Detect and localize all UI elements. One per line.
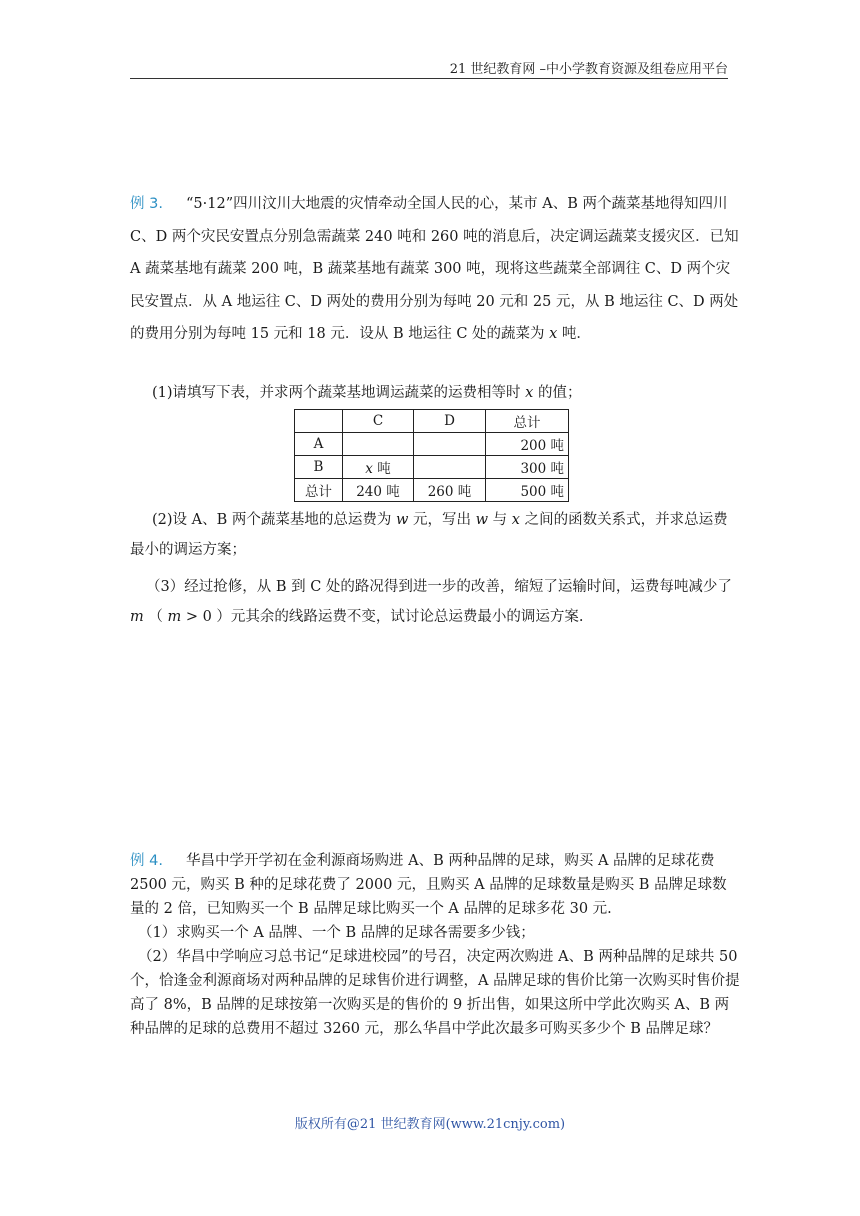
table-row xyxy=(295,456,569,479)
table-cell: x 吨 xyxy=(343,456,414,479)
example-4-question-1: （1）求购买一个 A 品牌、一个 B 品牌的足球各需要多少钱； xyxy=(138,925,535,941)
table-row xyxy=(295,433,569,456)
table-cell: B xyxy=(295,456,343,479)
table-row xyxy=(295,479,569,502)
header-rule xyxy=(130,78,728,79)
example-4-problem xyxy=(130,849,740,1041)
table-cell: 260 吨 xyxy=(414,479,486,502)
table-header-row xyxy=(295,410,569,433)
table-cell xyxy=(295,410,343,433)
table-cell: 总计 xyxy=(486,410,569,433)
example-4-question-2: （2）华昌中学响应习总书记“足球进校园”的号召，决定两次购进 A、B 两种品牌的足球共 50 个，恰逢金利源商场对两种品牌的足球售价进行调整，A 品牌足球的售价比第一次购买时售价提高了 8%，B 品牌的足球按第一次购买是的售价的 9 折出售，如果这所中学此次购买 A、B 两种品牌的足球的总费用不超过 3260 元，那么华昌中学此次最多可购买多少个 B 品牌足球？ xyxy=(130,949,740,1037)
example-3-question-1: (1)请填写下表，并求两个蔬菜基地调运蔬菜的运费相等时 x 的值； xyxy=(152,385,582,401)
freight-table xyxy=(294,409,569,502)
page-header: 21 世纪教育网 –中小学教育资源及组卷应用平台 xyxy=(449,62,728,77)
example-3-text: “5·12”四川汶川大地震的灾情牵动全国人民的心，某市 A、B 两个蔬菜基地得知四川 C、D 两个灾民安置点分别急需蔬菜 240 吨和 260 吨的消息后，决定调运蔬菜支援灾区．已知A 蔬菜基地有蔬菜 200 吨，B 蔬菜基地有蔬菜 300 吨，现将这些蔬菜全部调往 C、D 两个灾民安置点．从 A 地运往 C、D 两处的费用分别为每吨 20 元和 25 元，从 B 地运往 C、D 两处的费用分别为每吨 15 元和 18 元．设从 B 地运往 C 处的蔬菜为 x 吨． xyxy=(130,196,739,342)
example-3-question-3: （3）经过抢修，从 B 到 C 处的路况得到进一步的改善，缩短了运输时间，运费每吨减少了 m （ m > 0 ）元其余的线路运费不变，试讨论总运费最小的调运方案. xyxy=(130,579,732,625)
table-cell: C xyxy=(343,410,414,433)
table-cell xyxy=(343,433,414,456)
example-4-label: 例 4. xyxy=(130,853,163,869)
table-cell: 200 吨 xyxy=(486,433,569,456)
example-3-label: 例 3. xyxy=(130,196,163,212)
table-cell: 总计 xyxy=(295,479,343,502)
example-4-text: 华昌中学开学初在金利源商场购进 A、B 两种品牌的足球，购买 A 品牌的足球花费 2500 元，购买 B 种的足球花费了 2000 元，且购买 A 品牌的足球数量是购买 B 品牌足球数量的 2 倍，已知购买一个 B 品牌足球比购买一个 A 品牌的足球多花 30 元. xyxy=(130,853,727,917)
page-footer: 版权所有@21 世纪教育网(www.21cnjy.com) xyxy=(294,1117,566,1132)
table-cell xyxy=(414,456,486,479)
example-3-question-2: (2)设 A、B 两个蔬菜基地的总运费为 w 元，写出 w 与 x 之间的函数关系式，并求总运费最小的调运方案； xyxy=(130,512,728,558)
table-cell: 240 吨 xyxy=(343,479,414,502)
table-cell: D xyxy=(414,410,486,433)
table-cell: 500 吨 xyxy=(486,479,569,502)
table-cell: A xyxy=(295,433,343,456)
table-cell xyxy=(414,433,486,456)
example-3-problem xyxy=(130,188,740,351)
table-cell: 300 吨 xyxy=(486,456,569,479)
